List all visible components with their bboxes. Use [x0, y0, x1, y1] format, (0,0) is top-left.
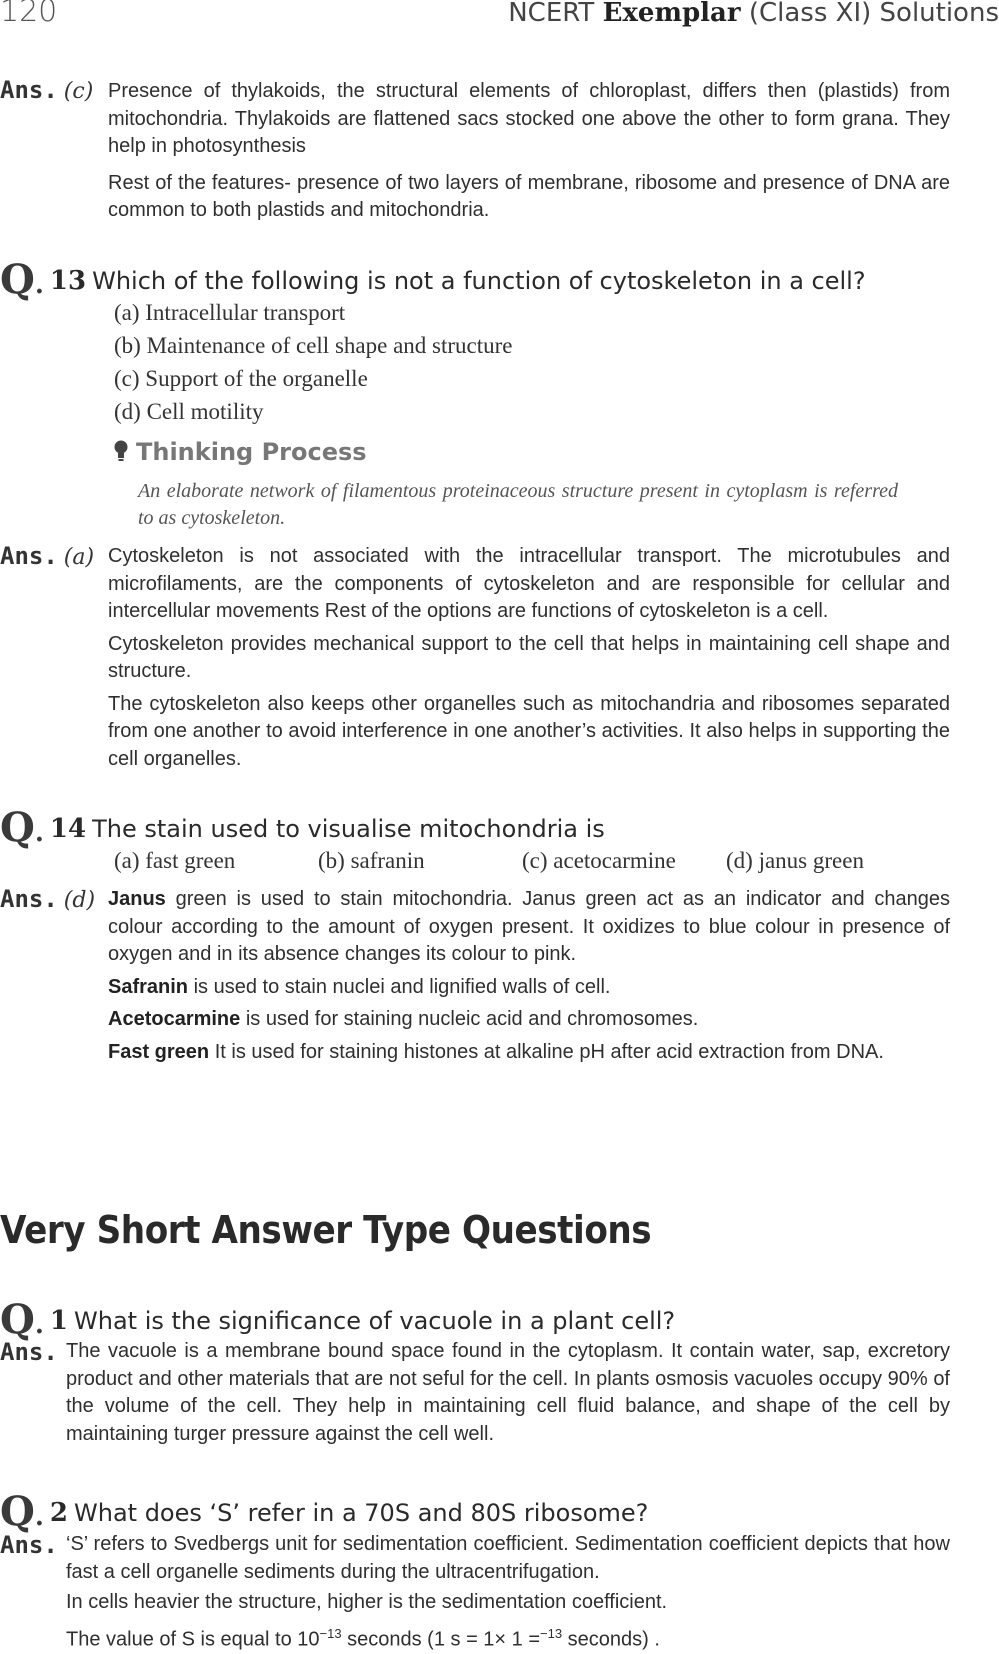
ans14-paragraph-1: [108, 886, 950, 969]
q-mark: Q.: [0, 804, 44, 851]
ans14-body: [108, 886, 950, 1066]
q14-option-a: (a) fast green: [114, 848, 236, 873]
ans-label: Ans.: [0, 542, 58, 570]
ans14-paragraph-2: [108, 974, 950, 1002]
vq1-ans-label: [0, 1338, 58, 1366]
vq1-text: What is the significance of vacuole in a plant cell?: [74, 1307, 676, 1335]
ans12-body: [108, 78, 950, 225]
ans12-option: (c): [63, 79, 94, 104]
section-heading: Very Short Answer Type Questions: [0, 1208, 652, 1252]
thinking-process-body: [138, 478, 898, 532]
ans13-paragraph-3: The cytoskeleton also keeps other organelles such as mitochandria and ribosomes separated from one another to avoid interference in one another’s activities. It also helps in supporting the cell organelles.: [108, 692, 950, 770]
q14-number: 14: [49, 814, 87, 844]
vq2-p3-exponent-2: −13: [540, 1625, 563, 1641]
ans14-label: [0, 885, 95, 913]
vq1-number: 1: [49, 1306, 68, 1336]
ans14-option: (d): [63, 888, 96, 913]
ans14-paragraph-1-text: green is used to stain mitochondria. Janus green act as an indicator and changes colour according to the amount of oxygen present. It oxidizes to blue colour in presence of oxygen and in its absence changes its colour to pink.: [108, 888, 950, 965]
q-mark: Q.: [0, 256, 44, 303]
lightbulb-icon: [114, 438, 128, 464]
vq2-p3-part-b: seconds (1 s = 1× 1 =: [341, 1628, 541, 1651]
q13-option-c: (c) Support of the organelle: [114, 366, 368, 391]
q13-number: 13: [49, 266, 87, 296]
vq2-question: [0, 1488, 648, 1535]
q13-option-b: (b) Maintenance of cell shape and structure: [114, 333, 513, 358]
book-title: [508, 0, 999, 28]
vq2-paragraph-1: ‘S’ refers to Svedbergs unit for sedimentation coefficient. Sedimentation coefficient depicts that how fast a cell organelle sediments during the ultracentrifugation.: [66, 1533, 950, 1583]
vq2-text: What does ‘S’ refer in a 70S and 80S ribosome?: [74, 1499, 649, 1527]
q13-option-a: (a) Intracellular transport: [114, 300, 346, 325]
thinking-process-title: Thinking Process: [136, 438, 367, 466]
ans-label: Ans.: [0, 1338, 58, 1366]
q-mark: Q.: [0, 1488, 44, 1535]
q14-text: The stain used to visualise mitochondria is: [92, 815, 605, 843]
q-mark: Q.: [0, 1296, 44, 1343]
ans13-paragraph-2: Cytoskeleton provides mechanical support to the cell that helps in maintaining cell shape and structure.: [108, 632, 950, 682]
ans14-paragraph-4: [108, 1039, 950, 1067]
vq2-number: 2: [49, 1498, 68, 1528]
book-title-prefix: NCERT: [508, 0, 595, 28]
vq2-p3-part-c: seconds) .: [562, 1628, 660, 1651]
book-title-bold: Exemplar: [602, 0, 741, 28]
q13-option-d: (d) Cell motility: [114, 399, 264, 424]
ans12-paragraph-1: Presence of thylakoids, the structural elements of chloroplast, differs then (plastids) from mitochondria. Thylakoids are flattened sacs stocked one above the other to form grana. They help in photosynthesis: [108, 80, 950, 157]
term-safranin: Safranin: [108, 975, 189, 998]
ans12-label: [0, 76, 93, 104]
vq2-answer: [66, 1531, 950, 1654]
vq2-ans-label: [0, 1531, 58, 1559]
term-janus: Janus: [108, 888, 166, 910]
thinking-process-text: An elaborate network of filamentous proteinaceous structure present in cytoplasm is referred to as cytoskeleton.: [138, 480, 898, 529]
vq2-p3-part-a: The value of S is equal to 10: [66, 1628, 320, 1651]
vq1-answer-text: The vacuole is a membrane bound space found in the cytoplasm. It contain water, sap, excretory product and other materials that are not seful for the cell. In plants osmosis vacuoles occupy 90% of the volume of the cell. They help in maintaining cell fluid balance, and shape of the cell by maintaining turger pressure against the cell well.: [66, 1340, 950, 1445]
q13-question: [0, 256, 866, 303]
q14-option-c: (c) acetocarmine: [522, 848, 676, 873]
ans13-option: (a): [63, 545, 95, 570]
vq1-question: [0, 1296, 675, 1343]
ans-label: Ans.: [0, 885, 58, 913]
ans14-paragraph-4-text: It is used for staining histones at alkaline pH after acid extraction from DNA.: [209, 1040, 884, 1063]
ans13-body: [108, 543, 950, 773]
ans13-label: [0, 542, 94, 570]
vq2-paragraph-2: In cells heavier the structure, higher is the sedimentation coefficient.: [66, 1591, 668, 1613]
term-acetocarmine: Acetocarmine: [108, 1008, 241, 1030]
term-fast-green: Fast green: [108, 1040, 210, 1063]
q14-question: [0, 804, 605, 851]
ans14-paragraph-3-text: is used for staining nucleic acid and chromosomes.: [240, 1008, 699, 1030]
vq2-p3-exponent-1: −13: [319, 1625, 342, 1641]
vq1-answer: [66, 1338, 950, 1448]
thinking-process-heading: [114, 438, 367, 466]
ans14-paragraph-2-text: is used to stain nuclei and lignified walls of cell.: [188, 975, 611, 998]
vq2-paragraph-3: [66, 1620, 950, 1654]
book-title-suffix: (Class XI) Solutions: [748, 0, 999, 28]
ans14-paragraph-3: [108, 1006, 950, 1034]
ans12-paragraph-2: Rest of the features- presence of two layers of membrane, ribosome and presence of DNA are common to both plastids and mitochondria.: [108, 171, 950, 221]
q13-text: Which of the following is not a function of cytoskeleton in a cell?: [92, 267, 866, 295]
ans13-paragraph-1: Cytoskeleton is not associated with the intracellular transport. The microtubules and microfilaments, are the components of cytoskeleton and are responsible for cellular and intercellular movements Rest of the options are functions of cytoskeleton is a cell.: [108, 545, 950, 622]
q14-option-b: (b) safranin: [318, 848, 425, 873]
q14-option-d: (d) janus green: [726, 848, 864, 873]
page-number: 120: [0, 0, 58, 29]
ans-label: Ans.: [0, 76, 58, 104]
ans-label: Ans.: [0, 1531, 58, 1559]
